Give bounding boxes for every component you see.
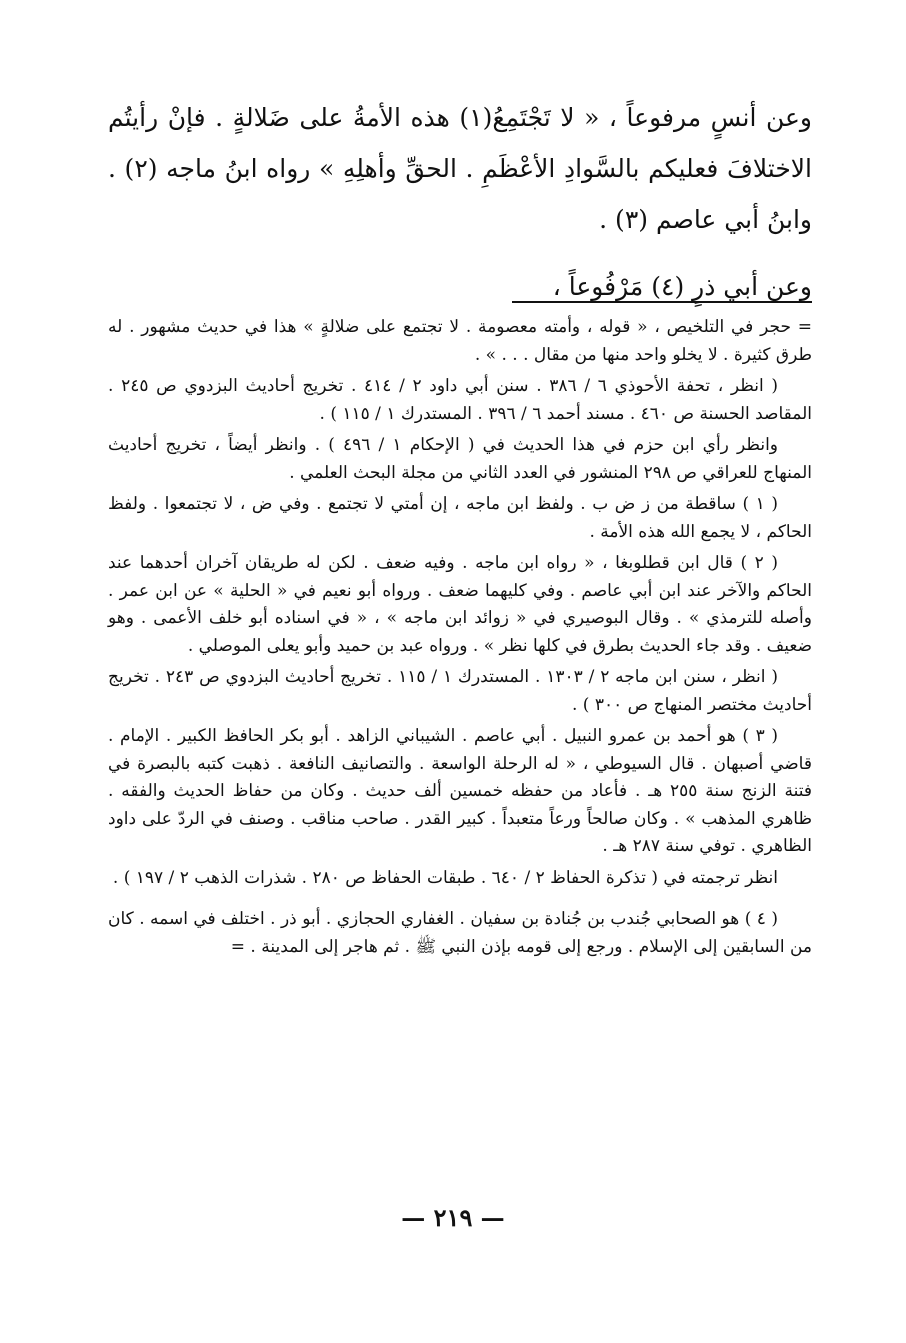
- footnote-reference: وانظر رأي ابن حزم في هذا الحديث في ( الإحكام ١ / ٤٩٦ ) . وانظر أيضاً ، تخريج أحاديث المنهاج للعراقي ص ٢٩٨ المنشور في العدد الثاني من مجلة البحث العلمي .: [108, 435, 812, 483]
- footnote-4: ( ٤ ) هو الصحابي جُندب بن جُنادة بن سفيان . الغفاري الحجازي . أبو ذر . اختلف في اسمه . كان من السابقين إلى الإسلام . ورجع إلى قومه بإذن النبي ﷺ . ثم هاجر إلى المدينة . =: [108, 909, 812, 957]
- footnote-2: ( ٢ ) قال ابن قطلوبغا ، « رواه ابن ماجه . وفيه ضعف . لكن له طريقان آخران أحدهما عند الحاكم والآخر عند ابن أبي عاصم . وفي كليهما ضعف . ورواه أبو نعيم في « الحلية » عن ابن عمر . وأصله للترمذي » . وقال البوصيري في « زوائد ابن ماجه » ، « في اسناده أبو خلف الأعمى . وهو ضعيف . وقد جاء الحديث بطرق في كلها نظر » . ورواه عبد بن حميد وأبو يعلى الموصلي .: [108, 553, 812, 656]
- footnote-reference: ( انظر ، تحفة الأحوذي ٦ / ٣٨٦ . سنن أبي داود ٢ / ٤١٤ . تخريج أحاديث البزدوي ص ٢٤٥ . المقاصد الحسنة ص ٤٦٠ . مسند أحمد ٦ / ٣٩٦ . المستدرك ١ / ١١٥ ) .: [108, 376, 812, 424]
- footnote-3: ( ٣ ) هو أحمد بن عمرو النبيل . أبي عاصم . الشيباني الزاهد . أبو بكر الحافظ الكبير . الإمام . قاضي أصبهان . قال السيوطي ، « له الرحلة الواسعة . والتصانيف النافعة . ذهبت كتبه بالبصرة في فتنة الزنج سنة ٢٥٥ هـ . فأعاد من حفظه خمسين ألف حديث . وكان من حفاظ الحديث والفقه . ظاهري المذهب » . وكان صالحاً ورعاً متعبداً . كبير القدر . صاحب مناقب . وصنف في الردّ على داود الظاهري . توفي سنة ٢٨٧ هـ .: [108, 726, 812, 856]
- footnote-reference: ( انظر ، سنن ابن ماجه ٢ / ١٣٠٣ . المستدرك ١ / ١١٥ . تخريج أحاديث البزدوي ص ٢٤٣ . تخريج أحاديث مختصر المنهاج ص ٣٠٠ ) .: [108, 667, 812, 715]
- footnote-divider: [512, 301, 812, 303]
- footnotes: [108, 314, 812, 965]
- main-paragraph-1: وعن أنسٍ مرفوعاً ، « لا تَجْتَمِعُ(١) هذه الأمةُ على ضَلالةٍ . فإنْ رأيتُم الاختلافَ فعليكم بالسَّوادِ الأعْظَمِ . الحقِّ وأهلِهِ » رواه ابنُ ماجه (٢) . وابنُ أبي عاصم (٣) .: [108, 103, 813, 234]
- main-paragraph-2: وعن أبي ذرٍ (٤) مَرْفُوعاً ،: [552, 272, 812, 301]
- footnote-reference: انظر ترجمته في ( تذكرة الحفاظ ٢ / ٦٤٠ . طبقات الحفاظ ص ٢٨٠ . شذرات الذهب ٢ / ١٩٧ ) .: [112, 867, 778, 888]
- page-number: — ٢١٩ —: [401, 1203, 505, 1232]
- main-text: [108, 92, 812, 312]
- footnote-1: ( ١ ) ساقطة من ز ض ب . ولفظ ابن ماجه ، إن أمتي لا تجتمع . وفي ض ، لا تجتمعوا . ولفظ الحاكم ، لا يجمع الله هذه الأمة .: [108, 494, 812, 542]
- footnote-continuation: = حجر في التلخيص ، « قوله ، وأمته معصومة . لا تجتمع على ضلالةٍ » هذا في حديث مشهور . له طرق كثيرة . لا يخلو واحد منها من مقال . . . » .: [108, 317, 812, 365]
